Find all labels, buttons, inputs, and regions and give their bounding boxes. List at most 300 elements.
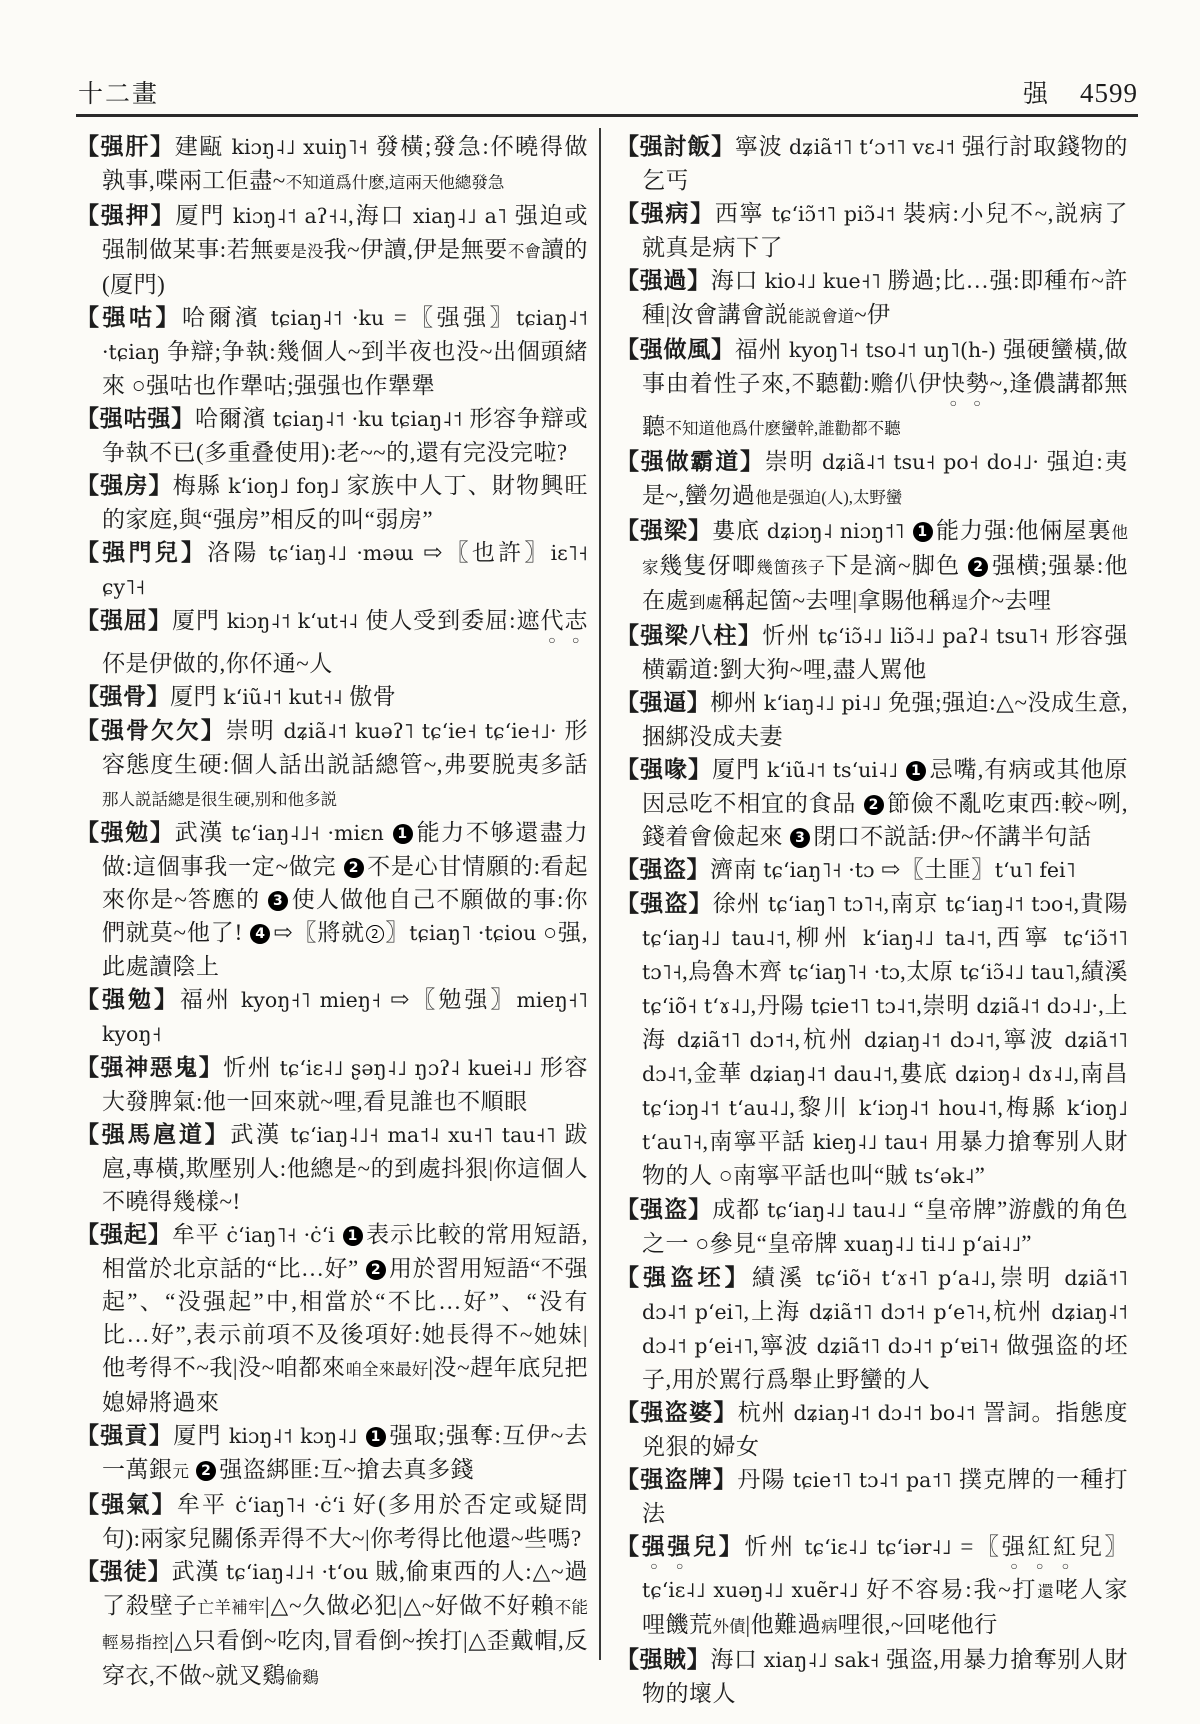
definition-text: 能力不够還盡力做:這個事我一定~做完 xyxy=(102,820,589,879)
dictionary-entry xyxy=(616,686,1128,753)
phonetic-transcription: tɕiaŋ˨˦ ·tɕiaŋ xyxy=(102,306,588,364)
definition-text: ⇨〖也許〗 xyxy=(423,540,551,565)
place-name: 績溪 xyxy=(1080,959,1128,984)
definition-text: 强横;强暴:他在處 xyxy=(642,553,1129,613)
phonetic-transcription: kyoŋ˥˧ tso˨˦ uŋ˥(h-) xyxy=(788,338,1003,362)
dictionary-entry xyxy=(616,1261,1128,1396)
entry-headword: 【强做霸道】 xyxy=(616,449,765,474)
phonetic-transcription: kyoŋ˧˥ mieŋ˧ xyxy=(240,988,391,1012)
phonetic-transcription: dʑiã˦˥ dɔ˨˦ xyxy=(642,1028,1129,1086)
dictionary-entry xyxy=(76,130,588,199)
sense-number: 2 xyxy=(366,1260,386,1280)
dictionary-entry xyxy=(616,130,1128,197)
dictionary-entry xyxy=(616,1396,1128,1463)
definition-text: 〗 xyxy=(385,920,410,945)
right-column xyxy=(616,130,1128,1710)
entry-headword: 【强咕】 xyxy=(76,305,182,330)
sense-number: 2 xyxy=(968,557,988,577)
definition-text: 稱起箇~去哩|拿賜他稱 xyxy=(722,588,952,613)
phonetic-transcription: kiɔŋ˨˩ xuiŋ˥˧ xyxy=(231,135,376,159)
definition-text: , xyxy=(686,1061,694,1086)
definition-text: 下是滴~脚色 xyxy=(825,553,968,578)
phonetic-transcription: dʑiã˦˥ tʻɔ˦˥ vɛ˨˦ xyxy=(788,135,962,159)
definition-text: 撲克牌的一種打法 xyxy=(642,1467,1129,1526)
dictionary-entry xyxy=(616,514,1128,619)
phonetic-transcription: tɕʻiaŋ˨˩˧ ·tʻou xyxy=(226,1560,376,1584)
entry-headword: 【强屈】 xyxy=(76,608,172,633)
gloss-note: 逞 xyxy=(951,593,969,612)
place-name: 崇明 xyxy=(225,718,284,743)
definition-text: , xyxy=(681,959,689,984)
phonetic-transcription: ċʻiaŋ˥˧ ·ċʻi xyxy=(235,1493,353,1517)
phonetic-transcription: xuaŋ˨˩ ti˨˩ pʻai˨˩ xyxy=(844,1232,1022,1256)
definition-text: ~伊 xyxy=(854,302,891,327)
place-name: 武漢 xyxy=(230,1122,291,1147)
phonetic-transcription: tɕʻiaŋ˥ tɔ˥˧ xyxy=(767,892,884,916)
phonetic-transcription: kʻiũ˨˦ tsʻui˨˩ xyxy=(766,758,906,782)
sense-number-ref: 2 xyxy=(366,925,384,943)
definition-text: 强取;强奪:互伊~去一萬銀 xyxy=(102,1423,589,1482)
definition-text: 兒〗 xyxy=(1078,1534,1129,1559)
definition-text: , xyxy=(900,959,907,984)
sense-number: 1 xyxy=(913,522,933,542)
definition-text: 哩很,~回咾他行 xyxy=(837,1612,998,1637)
phonetic-transcription: tɕʻiaŋ˨˩ tau˨˩ xyxy=(767,1198,914,1222)
phonetic-transcription: kʻiaŋ˨˩ pi˨˩ xyxy=(763,691,888,715)
gloss-note: 能説會道 xyxy=(788,307,855,326)
dictionary-entry xyxy=(76,1488,588,1555)
definition-text: 幾隻伢唧 xyxy=(659,553,757,578)
sense-number: 2 xyxy=(196,1461,216,1481)
definition-text: , xyxy=(1074,959,1081,984)
place-name: 南京 xyxy=(889,891,946,916)
phonetic-transcription: tɕiaŋ˨˦ ·ku tɕiaŋ˨˦ xyxy=(272,407,470,431)
phonetic-transcription: tɕʻiɛ˨˩ xuəŋ˨˩ xuẽr˨˩ xyxy=(642,1578,867,1602)
gloss-note: 不會 xyxy=(507,242,541,261)
phonetic-transcription: kʻiũ˨˦ kut˧˨ xyxy=(223,685,350,709)
definition-text: 忌嘴,有病或其他原因忌吃不相宜的食品 xyxy=(642,757,1128,816)
place-name: 梅縣 xyxy=(1003,1095,1067,1120)
place-name: 婁底 xyxy=(898,1061,956,1086)
phonetic-transcription: tɕiaŋ˨˦ ·ku xyxy=(270,306,394,330)
entry-headword: 【 xyxy=(616,1534,642,1559)
phonetic-transcription: tʻu˥ fei˥ xyxy=(994,858,1076,882)
definition-text: ⇨〖將就 xyxy=(273,920,366,945)
dictionary-entry xyxy=(76,983,588,1051)
place-name: 烏魯木齊 xyxy=(688,959,789,984)
place-name: 柳州 xyxy=(791,925,863,950)
place-name: 寧波 xyxy=(734,134,789,159)
place-name: 忻州 xyxy=(762,623,819,648)
gloss-note: 還 xyxy=(1037,1582,1055,1601)
entry-headword: 【强賊】 xyxy=(616,1647,711,1672)
place-name: 成都 xyxy=(712,1197,768,1222)
dictionary-entry xyxy=(616,887,1128,1193)
phonetic-transcription: kiɔŋ˨˦ aʔ˧˨ xyxy=(232,204,348,228)
definition-text: |没~趕年底兒把媳婦將過來 xyxy=(102,1355,588,1415)
phonetic-transcription: tɕie˦˥ tɔ˨˦ pa˦˥ xyxy=(792,1468,959,1492)
definition-text: 我~伊讀,伊是無要 xyxy=(323,237,508,262)
place-name: 忻州 xyxy=(744,1534,805,1559)
definition-text: , xyxy=(883,891,890,916)
phonetic-transcription: tɕʻiɛ˨˩ tɕʻiər˨˩ xyxy=(804,1535,961,1559)
place-name: 崇明 xyxy=(764,449,822,474)
place-name: 濟南 xyxy=(710,857,764,882)
entry-headword: 【强過】 xyxy=(616,268,711,293)
place-name: 福州 xyxy=(180,987,241,1012)
entry-headword: 兒】 xyxy=(693,1534,745,1559)
entry-headword: 【强徒】 xyxy=(76,1559,172,1584)
place-name: 崇明 xyxy=(922,993,977,1018)
definition-text: 使人做他自己不願做的事:你們就莫~他了! xyxy=(102,887,589,945)
entry-headword: 【强門兒】 xyxy=(76,540,208,565)
phonetic-transcription: kio˨˩ kue˧˥ xyxy=(764,269,888,293)
dictionary-entry xyxy=(616,264,1128,333)
place-name: 西寧 xyxy=(992,925,1064,950)
definition-text: 强迫:夷是~,蠻勿過 xyxy=(642,449,1129,508)
place-name: 洛陽 xyxy=(207,540,269,565)
gloss-note: 他家 xyxy=(642,523,1129,577)
definition-text: , xyxy=(785,925,792,950)
phonetic-transcription: tɕʻiɔ̃˦˥ piɔ̃˨˦ xyxy=(771,202,904,226)
definition-text: ⇨〖勉强〗 xyxy=(390,987,517,1012)
gloss-note: 不能輕易指控 xyxy=(102,1598,589,1652)
place-name: 黎川 xyxy=(795,1095,859,1120)
definition-text: |他難過 xyxy=(745,1612,822,1637)
dictionary-entry xyxy=(76,199,588,301)
sense-number: 1 xyxy=(906,761,926,781)
definition-text: , xyxy=(348,203,355,228)
entry-headword: 【强房】 xyxy=(76,473,173,498)
phonetic-transcription: dʑiã˦˥ dɔ˦˧ pʻe˥˧ xyxy=(809,1300,986,1324)
place-name: 崇明 xyxy=(996,1265,1065,1290)
sense-number: 2 xyxy=(864,795,884,815)
definition-text: 形容争辯或争執不已(多重叠使用):老~~的,還有完没完啦? xyxy=(102,406,589,465)
definition-text: , xyxy=(916,993,923,1018)
dictionary-entry xyxy=(76,469,588,536)
place-name: 厦門 xyxy=(170,684,224,709)
gloss-note: 要是没 xyxy=(273,242,324,261)
definition-text: “皇帝牌”游戲的角色之一 ○參見“皇帝牌 xyxy=(642,1197,1129,1256)
definition-text: , xyxy=(702,1129,709,1154)
definition-text: , xyxy=(743,1299,750,1324)
definition-text: 用於習用短語“不强起”、“没强起”中,相當於“不比…好”、“没有比…好”,表示前項不及後項好:她長得不~她妹|他考得不~我|没~咱都來 xyxy=(102,1256,588,1380)
phonetic-transcription: kʻioŋ˩ tʻau˥˧ xyxy=(642,1096,1129,1154)
dictionary-entry xyxy=(76,1118,588,1218)
dictionary-entry xyxy=(616,1530,1128,1643)
definition-text: 跋扈,專橫,欺壓别人:他總是~的到處抖狠|你這個人不曉得幾樣~! xyxy=(102,1122,589,1214)
entry-headword: 【强逼】 xyxy=(616,690,711,715)
definition-text: ~,逢儂講都無聽 xyxy=(642,371,1129,439)
definition-text: 用暴力搶奪别人財物的人 ○南寧平話也叫“賊 xyxy=(642,1129,1129,1188)
sense-number: 3 xyxy=(790,828,810,848)
phonetic-transcription: tɕʻiaŋ˨˩ ·məɯ xyxy=(268,541,424,565)
definition-text: 使人受到委屈:遮 xyxy=(365,608,541,633)
emphasis-ringed-text: 快勢 xyxy=(941,371,990,396)
definition-text: , xyxy=(1098,993,1105,1018)
entry-headword: 【强起】 xyxy=(76,1222,172,1247)
place-name: 貴陽 xyxy=(1079,891,1128,916)
definition-text: =〖 xyxy=(960,1534,1002,1559)
definition-text: , xyxy=(997,1095,1004,1120)
phonetic-transcription: iɛ˥˧ ɕy˥˧ xyxy=(102,541,589,599)
definition-text: 閉口不説話:伊~伓講半句話 xyxy=(813,824,1092,849)
place-name: 忻州 xyxy=(223,1055,280,1080)
gloss-note: 偷鷄 xyxy=(285,1668,319,1687)
place-name: 杭州 xyxy=(991,1299,1052,1324)
entry-headword: 【强盗】 xyxy=(616,1197,713,1222)
definition-text: 强迫或强制做某事:若無 xyxy=(102,203,589,262)
place-name: 牟平 xyxy=(176,1492,236,1517)
text-columns xyxy=(76,130,1138,1710)
dictionary-entry xyxy=(76,1555,588,1694)
entry-headword: 【强咕强】 xyxy=(76,406,195,431)
definition-text: 賊,偷東西的人:△~過了殺壁子 xyxy=(102,1559,589,1618)
place-name: 丹陽 xyxy=(756,993,811,1018)
place-name: 績溪 xyxy=(751,1265,817,1290)
phonetic-transcription: xiaŋ˨˩ a˥ xyxy=(412,204,515,228)
phonetic-transcription: dʑiɔŋ˨ dɤ˨˩ xyxy=(955,1062,1074,1086)
definition-text: 形容大發脾氣:他一回來就~哩,看見誰也不順眼 xyxy=(102,1055,588,1114)
phonetic-transcription: dʑiã˨˦ tsu˧ po˧ do˨˩· xyxy=(822,450,1047,474)
place-name: 寧波 xyxy=(759,1333,817,1358)
gloss-note: 到處 xyxy=(689,593,722,612)
phonetic-transcription: tɕʻiaŋ˥˧ ·tɔ xyxy=(763,858,881,882)
definition-text: 争辯;争執:幾個人~到半夜也没~出個頭緒來 ○强咕也作犟咕;强强也作犟犟 xyxy=(102,339,588,398)
dictionary-entry xyxy=(616,853,1128,887)
header-rule xyxy=(76,114,1138,117)
dictionary-entry xyxy=(76,536,588,604)
definition-text: 節儉不亂吃東西:較~咧,錢着會儉起來 xyxy=(642,791,1128,849)
entry-headword: 【强討飯】 xyxy=(616,134,735,159)
definition-text: , xyxy=(789,1095,796,1120)
entry-headword: 【强盗】 xyxy=(616,891,713,916)
definition-text: , xyxy=(985,925,993,950)
entry-headword: 【强盗坯】 xyxy=(616,1265,752,1290)
definition-text: 表示比較的常用短語,相當於北京話的“比…好” xyxy=(102,1222,589,1281)
dictionary-entry xyxy=(76,402,588,469)
entry-headword: 【强盗牌】 xyxy=(616,1467,738,1492)
place-name: 杭州 xyxy=(800,1027,865,1052)
place-name: 南寧平話 xyxy=(708,1129,813,1154)
definition-text: 傲骨 xyxy=(349,684,397,709)
phonetic-transcription: tɕʻiaŋ˨˩ tau˨˦ xyxy=(642,926,786,950)
gloss-note: 不知道爲什麽,這兩天他總發急 xyxy=(285,173,505,192)
definition-text: , xyxy=(892,1061,899,1086)
entry-headword: 【强勉】 xyxy=(76,987,181,1012)
place-name: 海口 xyxy=(354,203,413,228)
phonetic-transcription: tɕʻiõ˧ tʻɤ˨˩ xyxy=(642,994,751,1018)
sense-number: 1 xyxy=(366,1427,386,1447)
place-name: 梅縣 xyxy=(172,473,229,498)
phonetic-transcription: tɕʻiɔŋ˨˦ tʻau˨˩ xyxy=(642,1096,790,1120)
dictionary-entry xyxy=(616,197,1128,264)
phonetic-transcription: kiɔŋ˨˦ kɔŋ˨˩ xyxy=(228,1424,365,1448)
definition-text: 詈詞。指態度兇狠的婦女 xyxy=(642,1400,1129,1459)
place-name: 西寧 xyxy=(714,201,772,226)
place-name: 厦門 xyxy=(173,1423,229,1448)
entry-headword: 【强喙】 xyxy=(616,757,713,782)
page-header-character: 强 xyxy=(1022,81,1050,108)
definition-text: 介~去哩 xyxy=(968,588,1052,613)
sense-number: 2 xyxy=(344,858,364,878)
phonetic-transcription: ċʻiaŋ˥˧ ·ċʻi xyxy=(226,1223,342,1247)
gloss-note: 亡羊補牢 xyxy=(197,1598,266,1617)
place-name: 福州 xyxy=(734,337,789,362)
entry-headword: 【强梁八柱】 xyxy=(616,623,763,648)
definition-text: 好(多用於否定或疑問句):兩家兒關係弄得不大~|你考得比他還~些嗎? xyxy=(102,1492,589,1551)
place-name: 南昌 xyxy=(1079,1061,1129,1086)
dictionary-entry xyxy=(76,1051,588,1118)
definition-text: 好不容易:我~打 xyxy=(866,1577,1038,1602)
phonetic-transcription: xiaŋ˨˩ sak˧ xyxy=(763,1648,887,1672)
phonetic-transcription: tɕʻiaŋ˨˦ tɔo˧ xyxy=(945,892,1074,916)
dictionary-entry xyxy=(616,333,1128,445)
phonetic-transcription: tɕʻiɛ˨˩ ʂəŋ˨˩ ŋɔʔ˨ kuei˨˩ xyxy=(279,1056,540,1080)
phonetic-transcription: dʑiã˦˥ dɔ˨˦ pʻɐi˥˧ xyxy=(816,1334,1007,1358)
dictionary-entry xyxy=(76,680,588,714)
phonetic-transcription: tsʻək˨ xyxy=(914,1164,975,1188)
definition-text: ” xyxy=(974,1163,986,1188)
definition-text: 家族中人丁、財物興旺的家庭,與“强房”相反的叫“弱房” xyxy=(102,473,589,532)
definition-text: 强硬蠻橫,做事由着性子來,不聽勸:赡仈伊 xyxy=(642,337,1129,396)
definition-text: , xyxy=(752,1333,760,1358)
definition-text: 形容態度生硬:個人話出説話總管~,弗要脱夷多話 xyxy=(102,718,589,777)
phonetic-transcription: tɕie˦˥ tɔ˨˦ xyxy=(810,994,917,1018)
definition-text: 伓是伊做的,你伓通~人 xyxy=(102,651,333,676)
definition-text: , xyxy=(994,1027,1001,1052)
phonetic-transcription: tɕʻiaŋ˨˩˧ ·miɛn xyxy=(231,821,392,845)
phonetic-transcription: kiɔŋ˨˦ kʻut˧˨ xyxy=(226,609,366,633)
definition-text: 發橫;發急:伓曉得做孰事,喋兩工佢盡~ xyxy=(102,134,589,193)
entry-headword: 【强盗婆】 xyxy=(616,1400,738,1425)
gloss-note: 幾箇孩子 xyxy=(756,558,826,577)
gloss-note: 不知道他爲什麽蠻幹,誰勸都不聽 xyxy=(665,419,901,438)
sense-number: 3 xyxy=(268,891,288,911)
place-name: 寧波 xyxy=(1000,1027,1065,1052)
dictionary-entry xyxy=(76,1419,588,1488)
phonetic-transcription: dʑiã˨˦ kuəʔ˥ tɕʻie˧ tɕʻie˧˩· xyxy=(283,719,565,743)
dictionary-entry xyxy=(616,619,1128,686)
gloss-note: 那人説話總是很生硬,别和他多説 xyxy=(102,790,338,809)
definition-text xyxy=(189,1457,195,1482)
definition-text: 免强;强迫:△~没成生意,捆綁没成夫妻 xyxy=(642,690,1129,749)
place-name: 海口 xyxy=(710,1647,764,1672)
phonetic-transcription: kieŋ˨˩ tau˧ xyxy=(812,1130,936,1154)
place-name: 武漢 xyxy=(171,1559,227,1584)
phonetic-transcription: tɕʻiaŋ˨˩˧ ma˦˨ xu˧˥ tau˧˥ xyxy=(290,1123,565,1147)
definition-text: ” xyxy=(1021,1231,1032,1256)
entry-headword: 【强病】 xyxy=(616,201,715,226)
phonetic-transcription: dʑiã˨˦ dɔ˨˩· xyxy=(976,994,1099,1018)
dictionary-entry xyxy=(76,301,588,402)
dictionary-entry xyxy=(616,1463,1128,1530)
page-header xyxy=(78,74,1138,110)
phonetic-transcription: dʑiã˦˥ dɔ˨˦ pʻei˥ xyxy=(642,1266,1129,1324)
phonetic-transcription: kʻiɔŋ˨˦ hou˨˦ xyxy=(858,1096,998,1120)
place-name: 太原 xyxy=(906,959,960,984)
entry-headword: 【强骨欠欠】 xyxy=(76,718,226,743)
definition-text: 勝過;比…强:即種布~許種|汝會講會説 xyxy=(642,268,1128,327)
phonetic-transcription: tɕʻiɔ̃˨˩ liɔ̃˨˩ paʔ˨ tsu˥˧ xyxy=(818,624,1056,648)
phonetic-transcription: kʻiaŋ˨˩ ta˨˦ xyxy=(863,926,986,950)
definition-text: , xyxy=(1073,1061,1080,1086)
place-name: 牟平 xyxy=(171,1222,227,1247)
dictionary-entry xyxy=(76,604,588,680)
sense-number: 4 xyxy=(250,924,270,944)
emphasis-ringed-text: 代志 xyxy=(540,608,589,633)
definition-text: , xyxy=(750,993,757,1018)
definition-text: , xyxy=(985,1299,992,1324)
definition-text: 能力强:他倆屋裏 xyxy=(935,518,1112,543)
definition-text: |△~久做必犯|△~好做不好賴 xyxy=(265,1593,555,1618)
definition-text: , xyxy=(794,1027,801,1052)
place-name: 厦門 xyxy=(712,757,767,782)
entry-headword: 【强盗】 xyxy=(616,857,710,882)
gloss-note: 他是强迫(人),太野蠻 xyxy=(755,488,903,507)
section-title: 十二畫 xyxy=(78,81,160,108)
definition-text: |△只看倒~吃肉,冒看倒~挨打|△歪戴帽,反穿衣,不做~就叉鷄 xyxy=(102,1628,588,1688)
phonetic-transcription: dʑiɔŋ˨ niɔŋ˦˥ xyxy=(766,519,912,543)
entry-headword: 【强梁】 xyxy=(616,518,713,543)
dictionary-entry xyxy=(616,1643,1128,1710)
entry-headword-ringed: 强强 xyxy=(641,1534,694,1559)
place-name: 婁底 xyxy=(712,518,767,543)
dictionary-entry xyxy=(616,753,1128,853)
gloss-note: 病 xyxy=(821,1617,838,1636)
gloss-note: 元 xyxy=(172,1462,189,1481)
definition-text: 强盗綁匪:互~搶去真多錢 xyxy=(219,1457,475,1482)
definition-text: ○强,此處讀陰上 xyxy=(102,920,588,979)
definition-text: 形容强横霸道:劉大狗~哩,盡人駡他 xyxy=(642,623,1129,682)
left-column xyxy=(76,130,588,1710)
dictionary-entry xyxy=(76,816,588,983)
gloss-note: 外債 xyxy=(712,1617,746,1636)
phonetic-transcription: dʑiaŋ˨˦ dɔ˨˦ xyxy=(864,1028,995,1052)
phonetic-transcription: dʑiã˦˥ dɔ˦˧ xyxy=(676,1028,795,1052)
place-name: 武漢 xyxy=(174,820,232,845)
place-name: 丹陽 xyxy=(737,1467,793,1492)
phonetic-transcription: tɕʻiaŋ˥˧ ·tɔ xyxy=(788,960,901,984)
entry-headword: 【强馬扈道】 xyxy=(76,1122,231,1147)
place-name: 杭州 xyxy=(737,1400,794,1425)
definition-text: 裝病:小兒不~,説病了就真是病下了 xyxy=(642,201,1129,260)
definition-text: 不是心甘情願的:看起來你是~答應的 xyxy=(102,854,588,912)
place-name: 哈爾濱 xyxy=(181,305,271,330)
entry-headword: 【强神惡鬼】 xyxy=(76,1055,224,1080)
phonetic-transcription: dʑiaŋ˨˦ dɔ˨˦ bo˨˦ xyxy=(793,1401,983,1425)
definition-text: , xyxy=(990,1265,997,1290)
phonetic-transcription: dʑiaŋ˨˦ dau˨˦ xyxy=(749,1062,893,1086)
place-name: 哈爾濱 xyxy=(194,406,273,431)
phonetic-transcription: kʻioŋ˩ foŋ˩ xyxy=(228,474,347,498)
entry-headword: 【强骨】 xyxy=(76,684,170,709)
dictionary-entry xyxy=(76,1218,588,1419)
definition-text: 讀的(厦門) xyxy=(102,237,589,297)
entry-headword: 【强氣】 xyxy=(76,1492,177,1517)
entry-headword: 【强勉】 xyxy=(76,820,175,845)
place-name: 建甌 xyxy=(174,134,232,159)
place-name: 上海 xyxy=(749,1299,809,1324)
gloss-note: 咱全來最好 xyxy=(345,1360,429,1379)
entry-headword: 【强貢】 xyxy=(76,1423,174,1448)
phonetic-transcription: tɕʻiõ˧ tʻɤ˧˥ pʻa˨˩ xyxy=(816,1266,991,1290)
entry-headword: 【强押】 xyxy=(76,203,176,228)
place-name: 金華 xyxy=(693,1061,750,1086)
phonetic-transcription: dʑiaŋ˨˦ dɔ˨˦ pʻei˧˥ xyxy=(642,1300,1129,1358)
place-name: 柳州 xyxy=(710,690,764,715)
entry-headword: 【强做風】 xyxy=(616,337,735,362)
